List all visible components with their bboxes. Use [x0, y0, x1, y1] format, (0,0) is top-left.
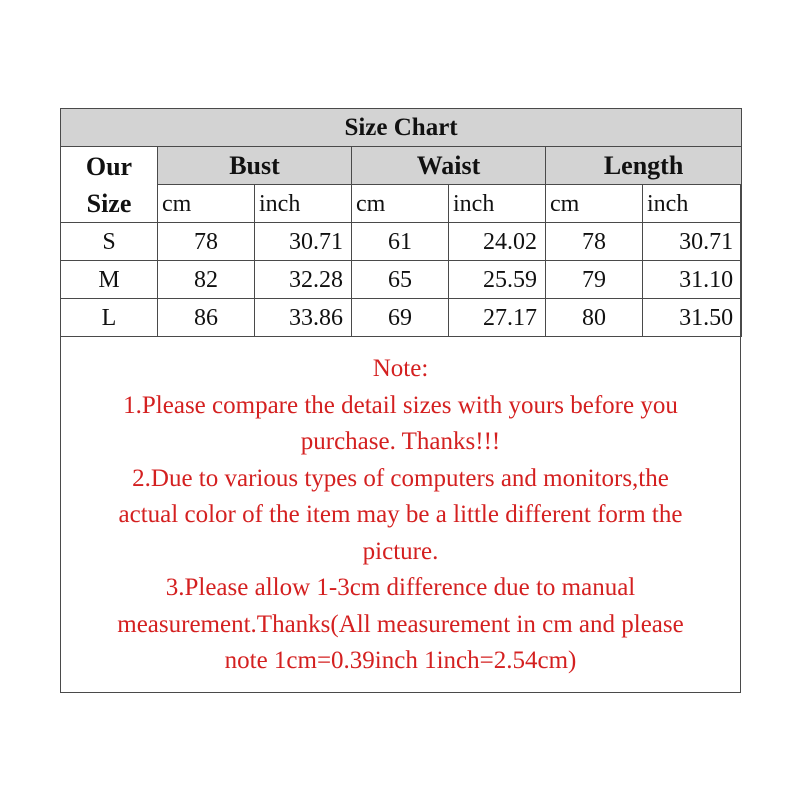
unit-header: cm — [352, 185, 449, 223]
note-line: 1.Please compare the detail sizes with yours before you — [123, 391, 678, 419]
table-cell: 33.86 — [255, 299, 352, 337]
table-cell: 69 — [352, 299, 449, 337]
size-label: L — [61, 299, 158, 337]
note-line: 2.Due to various types of computers and monitors,the — [132, 464, 669, 492]
note-line: measurement.Thanks(All measurement in cm and please — [117, 610, 684, 638]
size-label: S — [61, 223, 158, 261]
size-chart — [60, 108, 741, 693]
table-cell: 30.71 — [643, 223, 742, 261]
unit-header: cm — [546, 185, 643, 223]
table-cell: 25.59 — [449, 261, 546, 299]
table-cell: 31.10 — [643, 261, 742, 299]
table-row — [61, 261, 742, 299]
table-title: Size Chart — [61, 109, 742, 147]
notes-section — [61, 337, 740, 680]
note-line: picture. — [362, 537, 439, 565]
table-cell: 80 — [546, 299, 643, 337]
table-cell: 86 — [158, 299, 255, 337]
notes-heading: Note: — [372, 355, 429, 382]
unit-header: inch — [449, 185, 546, 223]
note-line: note 1cm=0.39inch 1inch=2.54cm) — [224, 647, 577, 674]
unit-header: inch — [643, 185, 742, 223]
table-cell: 78 — [546, 223, 643, 261]
note-line: 3.Please allow 1-3cm difference due to manual — [165, 574, 636, 601]
table-cell: 79 — [546, 261, 643, 299]
table-cell: 78 — [158, 223, 255, 261]
size-table — [60, 108, 742, 337]
table-cell: 30.71 — [255, 223, 352, 261]
table-cell: 32.28 — [255, 261, 352, 299]
waist-header: Waist — [352, 147, 546, 185]
note-line: purchase. Thanks!!! — [300, 428, 501, 455]
size-label: M — [61, 261, 158, 299]
table-cell: 61 — [352, 223, 449, 261]
our-size-line1: Our — [85, 151, 133, 181]
table-cell: 27.17 — [449, 299, 546, 337]
length-header: Length — [546, 147, 742, 185]
table-row — [61, 299, 742, 337]
table-cell: 65 — [352, 261, 449, 299]
table-row — [61, 223, 742, 261]
bust-header: Bust — [158, 147, 352, 185]
note-line: actual color of the item may be a little different form the — [118, 501, 683, 528]
our-size-line2: Size — [86, 188, 132, 218]
unit-header: cm — [158, 185, 255, 223]
table-cell: 31.50 — [643, 299, 742, 337]
unit-header: inch — [255, 185, 352, 223]
table-cell: 82 — [158, 261, 255, 299]
our-size-header — [61, 147, 158, 223]
table-cell: 24.02 — [449, 223, 546, 261]
